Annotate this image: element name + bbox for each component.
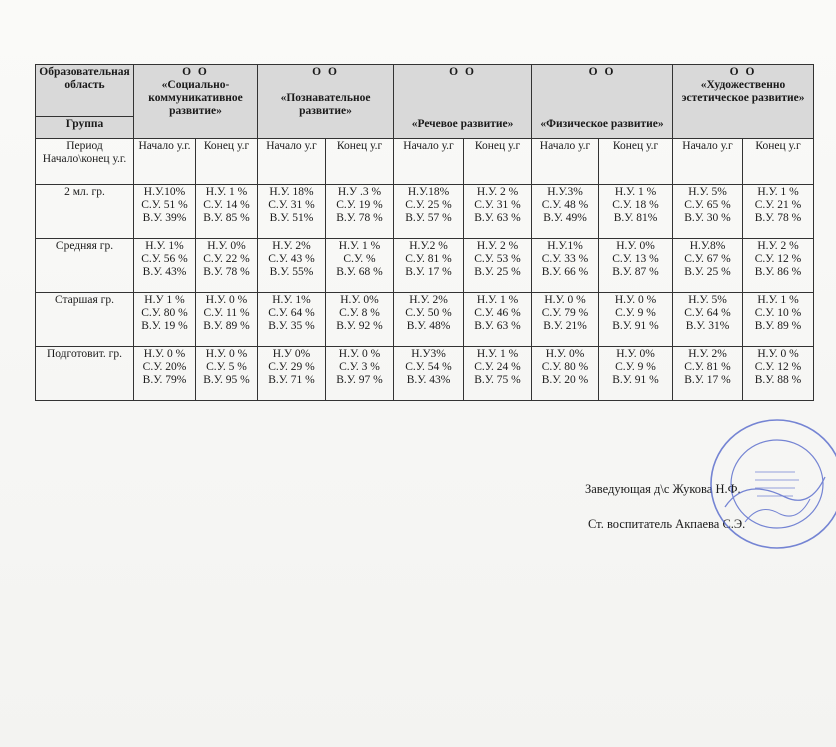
result-value: С.У. 65 % bbox=[684, 199, 731, 211]
result-value: В.У. 30 % bbox=[684, 212, 731, 224]
result-value: В.У. 78 % bbox=[336, 212, 383, 224]
result-cell bbox=[258, 239, 326, 293]
area-physical bbox=[532, 65, 673, 139]
result-cell bbox=[326, 347, 394, 401]
result-cell bbox=[673, 293, 743, 347]
result-value: Н.У.1% bbox=[547, 240, 583, 252]
result-value: В.У. 63 % bbox=[474, 320, 521, 332]
result-value: Н.У. 1% bbox=[145, 240, 184, 252]
result-cell bbox=[196, 347, 258, 401]
result-value: Н.У. 1 % bbox=[476, 294, 519, 306]
result-value: В.У. 49% bbox=[543, 212, 587, 224]
result-value: В.У. 95 % bbox=[203, 374, 250, 386]
result-value: С.У. 24 % bbox=[474, 361, 521, 373]
result-value: В.У. 78 % bbox=[754, 212, 802, 224]
result-value: В.У. 35 % bbox=[268, 320, 315, 332]
result-value: С.У. 18 % bbox=[612, 199, 659, 211]
result-cell bbox=[464, 239, 532, 293]
area-social bbox=[134, 65, 258, 139]
area-title: «Физическое развитие» bbox=[540, 118, 664, 130]
result-value: Н.У. 0% bbox=[616, 348, 655, 360]
result-value: Н.У.10% bbox=[143, 186, 186, 198]
group-name: Подготовит. гр. bbox=[36, 347, 134, 401]
group-name: Старшая гр. bbox=[36, 293, 134, 347]
result-cell bbox=[743, 239, 814, 293]
result-cell bbox=[394, 239, 464, 293]
result-cell bbox=[394, 185, 464, 239]
result-value: В.У. 31% bbox=[685, 320, 730, 332]
result-value: В.У. 88 % bbox=[754, 374, 802, 386]
result-value: С.У. 53 % bbox=[474, 253, 521, 265]
area-speech bbox=[394, 65, 532, 139]
period-start: Начало у.г bbox=[394, 139, 464, 185]
period-row bbox=[36, 139, 814, 185]
result-value: С.У. 14 % bbox=[203, 199, 250, 211]
area-title: «Художественно эстетическое развитие» bbox=[681, 79, 805, 104]
result-cell bbox=[743, 185, 814, 239]
result-cell bbox=[464, 185, 532, 239]
result-value: С.У. 54 % bbox=[405, 361, 452, 373]
result-value: Н.У. 2% bbox=[272, 240, 311, 252]
result-value: Н.У. 5% bbox=[688, 294, 727, 306]
result-cell bbox=[532, 239, 599, 293]
result-cell bbox=[673, 239, 743, 293]
result-value: В.У. 81% bbox=[613, 212, 658, 224]
oo-label: О О bbox=[312, 66, 339, 78]
result-value: В.У. 85 % bbox=[203, 212, 250, 224]
oo-label: О О bbox=[182, 66, 209, 78]
result-value: Н.У. 1 % bbox=[205, 186, 248, 198]
result-value: С.У. 25 % bbox=[405, 199, 452, 211]
result-value: С.У. 8 % bbox=[339, 307, 380, 319]
result-value: В.У. 92 % bbox=[336, 320, 383, 332]
result-value: С.У. 12 % bbox=[754, 361, 802, 373]
result-value: В.У. 17 % bbox=[405, 266, 452, 278]
area-title: «Социально-коммуникативное развитие» bbox=[148, 79, 243, 117]
result-value: Н.У. 0 % bbox=[614, 294, 657, 306]
result-value: Н.У.3% bbox=[547, 186, 583, 198]
result-value: С.У. 64 % bbox=[684, 307, 731, 319]
result-value: С.У. 51 % bbox=[141, 199, 188, 211]
table-body bbox=[36, 185, 814, 401]
result-cell bbox=[134, 293, 196, 347]
result-value: С.У. 80 % bbox=[141, 307, 188, 319]
result-cell bbox=[134, 347, 196, 401]
result-value: В.У. 97 % bbox=[336, 374, 383, 386]
result-value: С.У. 79 % bbox=[541, 307, 589, 319]
result-value: С.У. 19 % bbox=[336, 199, 383, 211]
result-value: Н.У.2 % bbox=[409, 240, 448, 252]
result-cell bbox=[743, 347, 814, 401]
result-value: С.У. 9 % bbox=[615, 361, 656, 373]
result-value: Н.У. 0% bbox=[616, 240, 655, 252]
result-value: В.У. 89 % bbox=[754, 320, 802, 332]
result-value: Н.У. 2% bbox=[409, 294, 448, 306]
period-label: Период Начало\конец у.г. bbox=[36, 139, 134, 185]
result-value: В.У. 43% bbox=[406, 374, 451, 386]
result-value: В.У. 66 % bbox=[541, 266, 589, 278]
result-value: Н.У. 1 % bbox=[757, 294, 799, 306]
result-value: В.У. 25 % bbox=[474, 266, 521, 278]
result-value: Н.У.18% bbox=[407, 186, 450, 198]
official-seal-icon bbox=[705, 412, 836, 562]
area-cognitive bbox=[258, 65, 394, 139]
result-value: В.У. 39% bbox=[142, 212, 187, 224]
result-value: Н.У. 0 % bbox=[757, 348, 799, 360]
period-end: Конец у.г bbox=[464, 139, 532, 185]
result-value: С.У. 10 % bbox=[754, 307, 802, 319]
result-value: Н.У. 5% bbox=[688, 186, 727, 198]
development-results-table bbox=[35, 64, 814, 401]
period-start: Начало у.г bbox=[532, 139, 599, 185]
result-value: В.У. 91 % bbox=[612, 374, 659, 386]
result-value: В.У. 89 % bbox=[203, 320, 250, 332]
oo-label: О О bbox=[729, 66, 757, 78]
result-value: В.У. 91 % bbox=[612, 320, 659, 332]
result-cell bbox=[326, 293, 394, 347]
result-value: Н.У. 0% bbox=[545, 348, 585, 360]
result-value: В.У. 51% bbox=[269, 212, 314, 224]
result-cell bbox=[394, 347, 464, 401]
result-value: В.У. 20 % bbox=[541, 374, 589, 386]
result-value: Н.У. 1 % bbox=[757, 186, 799, 198]
result-value: В.У. 25 % bbox=[684, 266, 731, 278]
result-value: Н.У3% bbox=[411, 348, 446, 360]
result-cell bbox=[673, 347, 743, 401]
result-value: Н.У. 1% bbox=[272, 294, 311, 306]
result-value: Н.У. 0% bbox=[207, 240, 246, 252]
result-value: С.У. 67 % bbox=[684, 253, 731, 265]
result-value: С.У. 31 % bbox=[474, 199, 521, 211]
result-value: С.У. 9 % bbox=[615, 307, 656, 319]
period-end: Конец у.г bbox=[599, 139, 673, 185]
result-value: В.У. 71 % bbox=[268, 374, 315, 386]
area-artistic bbox=[673, 65, 814, 139]
result-cell bbox=[464, 347, 532, 401]
oo-label: О О bbox=[588, 66, 616, 78]
result-value: С.У. 46 % bbox=[474, 307, 521, 319]
group-name: Средняя гр. bbox=[36, 239, 134, 293]
period-start: Начало у.г bbox=[258, 139, 326, 185]
result-value: Н.У .3 % bbox=[337, 186, 382, 198]
result-value: С.У. 13 % bbox=[612, 253, 659, 265]
result-value: С.У. 3 % bbox=[339, 361, 380, 373]
result-value: С.У. 80 % bbox=[541, 361, 589, 373]
result-cell bbox=[599, 293, 673, 347]
result-value: Н.У. 2% bbox=[688, 348, 727, 360]
group-header-label: Группа bbox=[36, 117, 134, 139]
result-value: В.У. 78 % bbox=[203, 266, 250, 278]
result-cell bbox=[196, 185, 258, 239]
result-value: С.У. 29 % bbox=[268, 361, 315, 373]
head-signoff: Заведующая д\с Жукова Н.Ф. bbox=[585, 482, 741, 496]
result-value: В.У. 68 % bbox=[336, 266, 383, 278]
result-cell bbox=[599, 347, 673, 401]
result-cell bbox=[743, 293, 814, 347]
group-name: 2 мл. гр. bbox=[36, 185, 134, 239]
result-value: Н.У. 0% bbox=[340, 294, 379, 306]
area-title: «Познавательное развитие» bbox=[280, 92, 371, 117]
result-value: В.У. 79% bbox=[142, 374, 187, 386]
result-cell bbox=[326, 185, 394, 239]
result-value: Н.У. 1 % bbox=[476, 348, 519, 360]
result-value: Н.У. 0 % bbox=[205, 348, 248, 360]
table-row bbox=[36, 185, 814, 239]
result-value: С.У. 12 % bbox=[754, 253, 802, 265]
result-value: С.У. 48 % bbox=[541, 199, 589, 211]
result-value: Н.У. 1 % bbox=[338, 240, 381, 252]
result-value: С.У. 43 % bbox=[268, 253, 315, 265]
result-cell bbox=[394, 293, 464, 347]
result-cell bbox=[196, 293, 258, 347]
period-start: Начало у.г. bbox=[134, 139, 196, 185]
result-value: В.У. 17 % bbox=[684, 374, 731, 386]
result-cell bbox=[326, 239, 394, 293]
result-value: В.У. 87 % bbox=[612, 266, 659, 278]
result-value: С.У. 21 % bbox=[754, 199, 802, 211]
result-value: В.У. 55% bbox=[269, 266, 314, 278]
oo-label: О О bbox=[449, 66, 476, 78]
result-cell bbox=[258, 185, 326, 239]
result-value: В.У. 86 % bbox=[754, 266, 802, 278]
result-cell bbox=[134, 185, 196, 239]
result-cell bbox=[532, 185, 599, 239]
result-cell bbox=[599, 239, 673, 293]
result-value: С.У. % bbox=[343, 253, 376, 265]
result-value: Н.У. 1 % bbox=[614, 186, 657, 198]
result-cell bbox=[532, 293, 599, 347]
result-cell bbox=[464, 293, 532, 347]
result-value: С.У. 81 % bbox=[405, 253, 452, 265]
table-row bbox=[36, 293, 814, 347]
result-value: Н.У. 0 % bbox=[143, 348, 186, 360]
result-value: Н.У. 0 % bbox=[338, 348, 381, 360]
area-title: «Речевое развитие» bbox=[411, 118, 514, 130]
result-cell bbox=[258, 347, 326, 401]
result-value: С.У. 81 % bbox=[684, 361, 731, 373]
period-end: Конец у.г bbox=[743, 139, 814, 185]
result-value: В.У. 43% bbox=[142, 266, 187, 278]
period-end: Конец у.г bbox=[196, 139, 258, 185]
result-value: Н.У. 0 % bbox=[544, 294, 586, 306]
result-value: В.У. 57 % bbox=[405, 212, 452, 224]
result-value: С.У. 64 % bbox=[268, 307, 315, 319]
result-value: С.У. 50 % bbox=[405, 307, 452, 319]
period-end: Конец у.г bbox=[326, 139, 394, 185]
result-value: В.У. 19 % bbox=[141, 320, 188, 332]
result-cell bbox=[673, 185, 743, 239]
table-row bbox=[36, 347, 814, 401]
result-value: С.У. 5 % bbox=[206, 361, 247, 373]
result-value: С.У. 22 % bbox=[203, 253, 250, 265]
result-value: Н.У. 0 % bbox=[205, 294, 248, 306]
result-cell bbox=[258, 293, 326, 347]
result-cell bbox=[532, 347, 599, 401]
educator-signoff: Ст. воспитатель Акпаева С.Э. bbox=[588, 517, 746, 531]
result-value: Н.У.8% bbox=[689, 240, 726, 252]
result-value: В.У. 48% bbox=[406, 320, 451, 332]
result-cell bbox=[599, 185, 673, 239]
result-value: В.У. 63 % bbox=[474, 212, 521, 224]
result-value: В.У. 75 % bbox=[474, 374, 521, 386]
result-value: С.У. 31 % bbox=[268, 199, 315, 211]
result-value: Н.У 1 % bbox=[144, 294, 185, 306]
table-row bbox=[36, 239, 814, 293]
result-value: С.У. 20% bbox=[142, 361, 187, 373]
result-value: С.У. 33 % bbox=[541, 253, 589, 265]
result-value: С.У. 11 % bbox=[203, 307, 250, 319]
period-start: Начало у.г bbox=[673, 139, 743, 185]
result-value: В.У. 21% bbox=[543, 320, 587, 332]
result-value: Н.У 0% bbox=[272, 348, 311, 360]
result-value: Н.У. 2 % bbox=[476, 186, 519, 198]
result-value: Н.У. 18% bbox=[269, 186, 314, 198]
area-header-label: Образовательная область bbox=[36, 65, 134, 117]
result-value: С.У. 56 % bbox=[141, 253, 188, 265]
result-cell bbox=[134, 239, 196, 293]
result-value: Н.У. 2 % bbox=[476, 240, 519, 252]
result-cell bbox=[196, 239, 258, 293]
result-value: Н.У. 2 % bbox=[757, 240, 799, 252]
